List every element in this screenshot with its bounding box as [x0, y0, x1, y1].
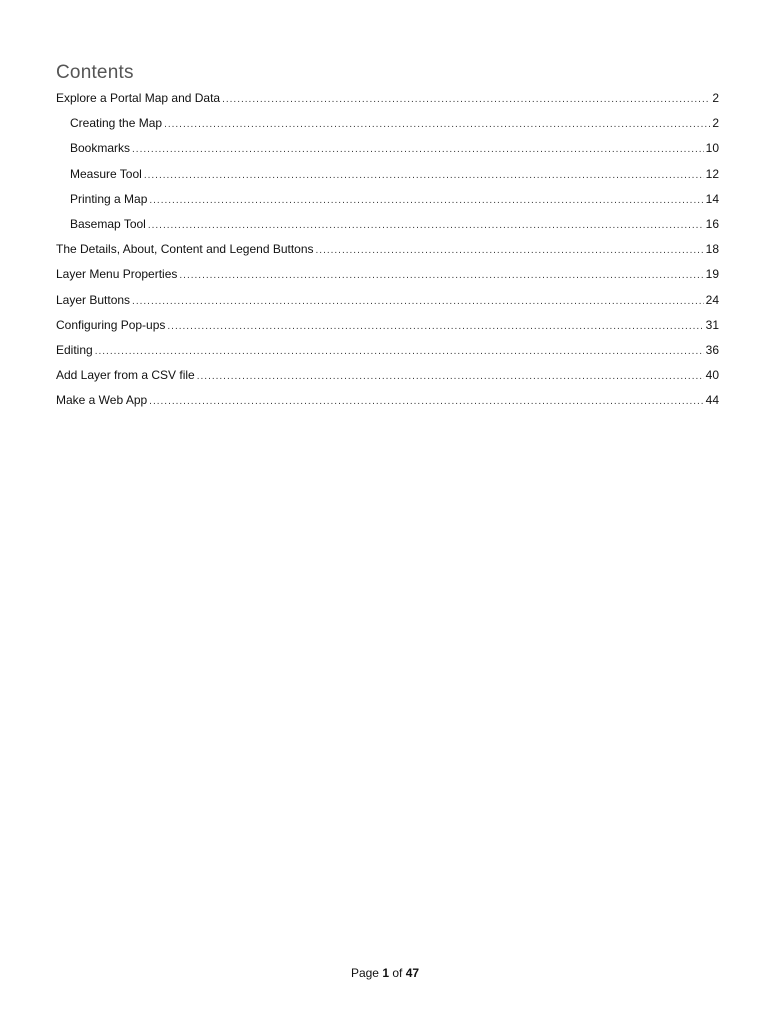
toc-entry[interactable] — [56, 138, 719, 163]
toc-dot-leader — [149, 191, 703, 211]
toc-entry-title[interactable]: Creating the Map — [70, 116, 163, 131]
toc-entry-title[interactable]: Basemap Tool — [70, 216, 146, 231]
toc-dot-leader — [179, 266, 703, 286]
toc-entry[interactable] — [56, 164, 719, 189]
toc-entry-title[interactable]: Layer Menu Properties — [56, 267, 178, 282]
toc-entry-page[interactable]: 14 — [705, 191, 719, 206]
toc-entry-page[interactable]: 19 — [705, 267, 719, 282]
page-footer — [0, 966, 770, 980]
toc-dot-leader — [148, 216, 704, 236]
toc-entry[interactable] — [56, 290, 719, 315]
toc-entry-page[interactable]: 31 — [705, 317, 719, 332]
toc-dot-leader — [132, 140, 704, 160]
toc-entry-page[interactable]: 16 — [705, 216, 719, 231]
toc-dot-leader — [222, 90, 710, 110]
toc-entry[interactable] — [56, 189, 719, 214]
toc-entry-title[interactable]: Measure Tool — [70, 166, 142, 181]
toc-entry-page[interactable]: 2 — [712, 91, 719, 105]
toc-entry-page[interactable]: 40 — [705, 368, 719, 383]
toc-entry-page[interactable]: 2 — [712, 116, 719, 131]
toc-entry-title[interactable]: Layer Buttons — [56, 292, 131, 307]
toc-entry-title[interactable]: Printing a Map — [70, 191, 148, 206]
toc-dot-leader — [197, 367, 704, 387]
toc-entry-page[interactable]: 12 — [705, 166, 719, 181]
toc-entry-title[interactable]: Editing — [56, 342, 93, 357]
toc-heading: Contents — [56, 62, 134, 83]
toc-entry-page[interactable]: 44 — [705, 393, 719, 408]
toc-dot-leader — [144, 166, 704, 186]
toc-dot-leader — [164, 115, 710, 135]
page-label: Page — [350, 966, 379, 980]
toc-entry-title[interactable]: Add Layer from a CSV file — [56, 368, 195, 383]
toc-entry-title[interactable]: Explore a Portal Map and Data — [56, 91, 221, 105]
toc-dot-leader — [167, 317, 703, 337]
toc-entry-title[interactable]: The Details, About, Content and Legend Buttons — [56, 242, 314, 257]
toc-entry-title[interactable]: Make a Web App — [56, 393, 148, 408]
toc-entry-title[interactable]: Bookmarks — [70, 141, 131, 156]
toc-entry-title[interactable]: Configuring Pop-ups — [56, 317, 166, 332]
toc-entry[interactable] — [56, 365, 719, 390]
toc-entry-page[interactable]: 10 — [705, 141, 719, 156]
toc-entry-page[interactable]: 24 — [705, 292, 719, 307]
toc-entry-page[interactable]: 36 — [705, 342, 719, 357]
toc-dot-leader — [149, 392, 703, 412]
toc-dot-leader — [316, 241, 704, 261]
toc-entry[interactable] — [56, 88, 719, 113]
toc-entry[interactable] — [56, 239, 719, 264]
page-of-label: of — [392, 966, 403, 980]
toc-entry[interactable] — [56, 340, 719, 365]
table-of-contents — [56, 88, 719, 415]
toc-entry[interactable] — [56, 390, 719, 415]
toc-dot-leader — [132, 292, 704, 312]
toc-entry[interactable] — [56, 264, 719, 289]
toc-entry[interactable] — [56, 113, 719, 138]
current-page-number: 1 — [382, 966, 389, 980]
toc-dot-leader — [95, 342, 704, 362]
toc-entry[interactable] — [56, 214, 719, 239]
toc-entry[interactable] — [56, 315, 719, 340]
toc-entry-page[interactable]: 18 — [705, 242, 719, 257]
total-page-count: 47 — [405, 966, 420, 980]
